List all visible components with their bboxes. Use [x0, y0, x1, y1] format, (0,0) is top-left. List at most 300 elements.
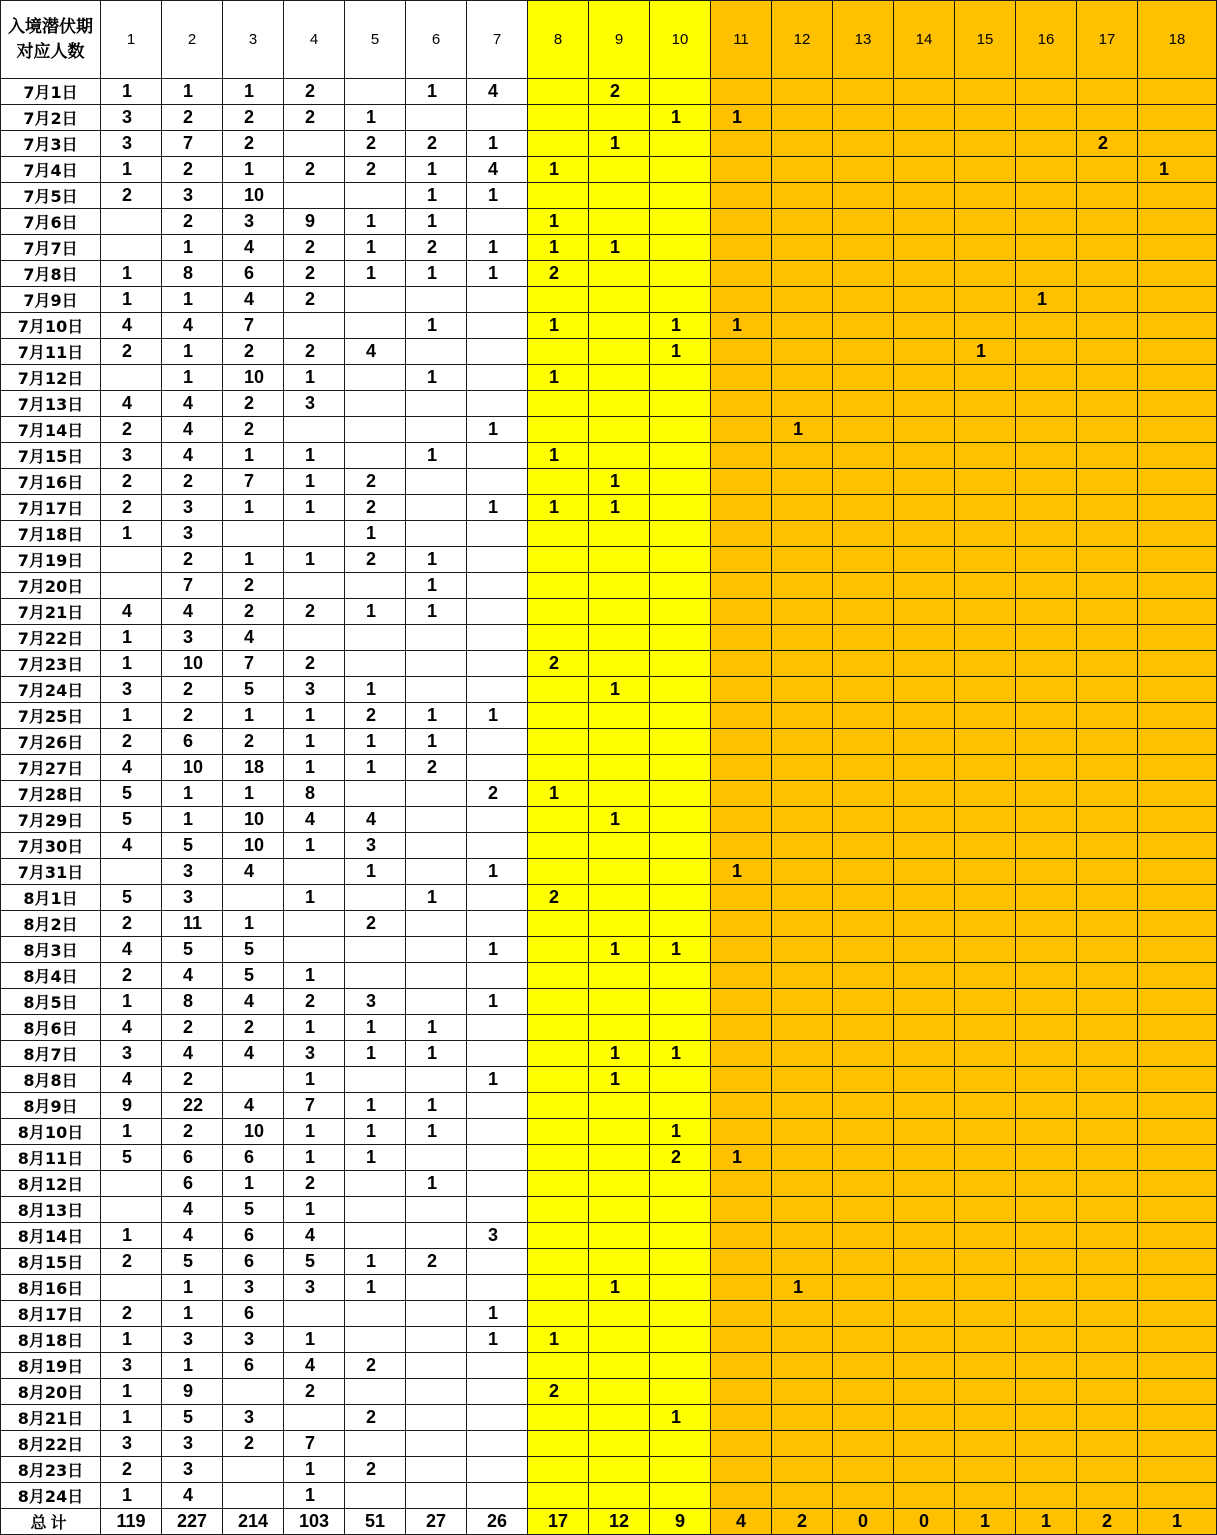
day-header-9: 9 — [589, 1, 650, 79]
count-cell — [833, 599, 894, 625]
count-cell — [772, 365, 833, 391]
count-cell: 1 — [101, 79, 162, 105]
count-cell: 2 — [101, 339, 162, 365]
count-cell — [772, 157, 833, 183]
count-cell: 4 — [223, 989, 284, 1015]
count-cell: 1 — [284, 1067, 345, 1093]
count-cell: 7 — [223, 469, 284, 495]
count-cell — [772, 807, 833, 833]
count-cell — [894, 989, 955, 1015]
count-cell — [101, 547, 162, 573]
table-row — [1, 105, 1217, 131]
count-cell — [528, 1353, 589, 1379]
count-cell: 2 — [223, 339, 284, 365]
count-cell — [284, 183, 345, 209]
count-cell — [1016, 339, 1077, 365]
count-cell: 1 — [467, 859, 528, 885]
count-cell — [955, 651, 1016, 677]
date-cell: 7月8日 — [1, 261, 101, 287]
count-cell: 1 — [345, 1145, 406, 1171]
count-cell: 1 — [650, 937, 711, 963]
count-cell — [1138, 651, 1217, 677]
count-cell — [833, 1275, 894, 1301]
table-row — [1, 1353, 1217, 1379]
count-cell — [1138, 703, 1217, 729]
count-cell — [467, 677, 528, 703]
count-cell — [406, 1405, 467, 1431]
count-cell — [406, 417, 467, 443]
count-cell: 1 — [284, 365, 345, 391]
count-cell — [589, 729, 650, 755]
count-cell — [1138, 1067, 1217, 1093]
count-cell: 2 — [589, 79, 650, 105]
count-cell — [1077, 287, 1138, 313]
count-cell — [711, 703, 772, 729]
count-cell: 4 — [162, 1483, 223, 1509]
count-cell — [528, 833, 589, 859]
count-cell — [1138, 625, 1217, 651]
count-cell — [894, 1067, 955, 1093]
count-cell — [406, 937, 467, 963]
count-cell: 2 — [162, 209, 223, 235]
count-cell — [772, 209, 833, 235]
count-cell — [589, 1171, 650, 1197]
count-cell — [284, 573, 345, 599]
count-cell — [406, 963, 467, 989]
count-cell — [1138, 261, 1217, 287]
count-cell: 1 — [467, 703, 528, 729]
count-cell — [772, 1353, 833, 1379]
count-cell — [955, 989, 1016, 1015]
count-cell: 1 — [467, 183, 528, 209]
table-row — [1, 261, 1217, 287]
count-cell — [528, 1015, 589, 1041]
count-cell: 1 — [162, 287, 223, 313]
table-row — [1, 703, 1217, 729]
count-cell — [528, 417, 589, 443]
date-cell: 8月19日 — [1, 1353, 101, 1379]
count-cell — [833, 807, 894, 833]
count-cell — [1138, 79, 1217, 105]
count-cell — [1077, 1119, 1138, 1145]
count-cell — [528, 391, 589, 417]
count-cell — [711, 235, 772, 261]
count-cell — [1077, 573, 1138, 599]
count-cell — [955, 157, 1016, 183]
count-cell: 3 — [284, 1041, 345, 1067]
count-cell — [1016, 1483, 1077, 1509]
count-cell — [1138, 1301, 1217, 1327]
count-cell — [772, 183, 833, 209]
count-cell: 2 — [162, 703, 223, 729]
count-cell — [1077, 1353, 1138, 1379]
count-cell: 1 — [345, 235, 406, 261]
count-cell — [528, 1275, 589, 1301]
count-cell — [1138, 1353, 1217, 1379]
count-cell — [894, 209, 955, 235]
count-cell — [1077, 209, 1138, 235]
count-cell — [589, 1405, 650, 1431]
count-cell — [1016, 417, 1077, 443]
count-cell: 4 — [284, 807, 345, 833]
count-cell: 1 — [162, 807, 223, 833]
count-cell: 3 — [467, 1223, 528, 1249]
date-cell: 7月20日 — [1, 573, 101, 599]
count-cell — [833, 1327, 894, 1353]
count-cell — [894, 1197, 955, 1223]
table-row — [1, 495, 1217, 521]
count-cell — [955, 131, 1016, 157]
count-cell — [711, 1067, 772, 1093]
count-cell: 4 — [101, 313, 162, 339]
count-cell — [1016, 157, 1077, 183]
count-cell — [1016, 1171, 1077, 1197]
count-cell — [955, 1197, 1016, 1223]
count-cell — [833, 443, 894, 469]
count-cell — [894, 131, 955, 157]
count-cell — [467, 1353, 528, 1379]
count-cell — [589, 521, 650, 547]
count-cell: 2 — [284, 79, 345, 105]
count-cell: 1 — [345, 599, 406, 625]
count-cell — [1016, 495, 1077, 521]
table-row — [1, 1015, 1217, 1041]
count-cell: 1 — [162, 79, 223, 105]
count-cell: 1 — [101, 1119, 162, 1145]
count-cell — [955, 1431, 1016, 1457]
count-cell — [833, 495, 894, 521]
count-cell — [1077, 1223, 1138, 1249]
count-cell — [1077, 495, 1138, 521]
count-cell: 1 — [528, 313, 589, 339]
count-cell — [955, 183, 1016, 209]
count-cell — [955, 599, 1016, 625]
count-cell: 9 — [101, 1093, 162, 1119]
count-cell: 3 — [223, 1275, 284, 1301]
count-cell — [1077, 1483, 1138, 1509]
count-cell — [406, 1353, 467, 1379]
count-cell — [589, 443, 650, 469]
date-cell: 7月1日 — [1, 79, 101, 105]
count-cell: 5 — [101, 807, 162, 833]
table-row — [1, 833, 1217, 859]
count-cell: 4 — [162, 1223, 223, 1249]
count-cell — [589, 209, 650, 235]
count-cell — [589, 365, 650, 391]
count-cell — [650, 469, 711, 495]
total-cell: 4 — [711, 1509, 772, 1535]
table-row — [1, 625, 1217, 651]
count-cell: 3 — [284, 1275, 345, 1301]
count-cell — [1016, 313, 1077, 339]
day-header-11: 11 — [711, 1, 772, 79]
totals-label: 总计 — [1, 1509, 101, 1535]
count-cell — [955, 807, 1016, 833]
count-cell — [894, 547, 955, 573]
count-cell — [1077, 807, 1138, 833]
count-cell — [772, 1405, 833, 1431]
count-cell — [833, 1197, 894, 1223]
count-cell: 4 — [162, 963, 223, 989]
count-cell — [711, 521, 772, 547]
count-cell — [1016, 625, 1077, 651]
count-cell — [772, 833, 833, 859]
count-cell: 1 — [589, 131, 650, 157]
count-cell — [772, 651, 833, 677]
count-cell: 1 — [345, 729, 406, 755]
count-cell — [467, 885, 528, 911]
count-cell — [1077, 157, 1138, 183]
count-cell — [650, 807, 711, 833]
count-cell: 1 — [528, 365, 589, 391]
count-cell: 1 — [284, 1457, 345, 1483]
count-cell — [650, 235, 711, 261]
count-cell — [1016, 131, 1077, 157]
count-cell: 2 — [345, 495, 406, 521]
count-cell — [711, 495, 772, 521]
count-cell: 1 — [284, 1327, 345, 1353]
count-cell — [1077, 1457, 1138, 1483]
count-cell — [711, 443, 772, 469]
day-header-10: 10 — [650, 1, 711, 79]
count-cell — [894, 1483, 955, 1509]
count-cell — [1077, 521, 1138, 547]
count-cell: 10 — [162, 651, 223, 677]
count-cell — [650, 521, 711, 547]
day-header-17: 17 — [1077, 1, 1138, 79]
count-cell — [467, 573, 528, 599]
count-cell — [467, 911, 528, 937]
count-cell — [1016, 1301, 1077, 1327]
count-cell: 1 — [101, 989, 162, 1015]
count-cell: 5 — [162, 833, 223, 859]
count-cell — [1016, 391, 1077, 417]
day-header-15: 15 — [955, 1, 1016, 79]
count-cell — [1077, 729, 1138, 755]
date-cell: 7月24日 — [1, 677, 101, 703]
count-cell — [711, 1223, 772, 1249]
count-cell — [406, 1067, 467, 1093]
count-cell — [833, 1353, 894, 1379]
count-cell — [894, 937, 955, 963]
date-cell: 7月4日 — [1, 157, 101, 183]
count-cell — [406, 911, 467, 937]
count-cell — [1016, 1015, 1077, 1041]
count-cell: 2 — [284, 157, 345, 183]
count-cell — [467, 651, 528, 677]
count-cell — [1077, 105, 1138, 131]
table-row — [1, 365, 1217, 391]
count-cell — [833, 859, 894, 885]
count-cell — [894, 651, 955, 677]
count-cell: 1 — [467, 261, 528, 287]
table-row — [1, 781, 1217, 807]
count-cell — [772, 1041, 833, 1067]
count-cell: 2 — [162, 677, 223, 703]
count-cell — [894, 157, 955, 183]
count-cell — [833, 651, 894, 677]
count-cell — [101, 1275, 162, 1301]
count-cell — [955, 1301, 1016, 1327]
count-cell — [1138, 495, 1217, 521]
count-cell — [955, 833, 1016, 859]
count-cell — [772, 339, 833, 365]
count-cell — [894, 1015, 955, 1041]
count-cell — [101, 859, 162, 885]
count-cell — [528, 625, 589, 651]
count-cell — [406, 391, 467, 417]
count-cell: 1 — [589, 677, 650, 703]
count-cell — [1016, 755, 1077, 781]
count-cell — [833, 963, 894, 989]
count-cell — [467, 599, 528, 625]
count-cell: 10 — [223, 365, 284, 391]
count-cell — [345, 1067, 406, 1093]
count-cell — [1077, 417, 1138, 443]
date-cell: 7月26日 — [1, 729, 101, 755]
day-header-2: 2 — [162, 1, 223, 79]
total-cell: 227 — [162, 1509, 223, 1535]
count-cell — [1077, 1249, 1138, 1275]
count-cell: 1 — [284, 1015, 345, 1041]
count-cell: 5 — [223, 677, 284, 703]
count-cell — [1077, 183, 1138, 209]
count-cell: 8 — [284, 781, 345, 807]
count-cell — [894, 729, 955, 755]
count-cell — [1138, 391, 1217, 417]
count-cell: 4 — [162, 1041, 223, 1067]
count-cell — [1077, 937, 1138, 963]
table-row — [1, 157, 1217, 183]
count-cell — [467, 209, 528, 235]
count-cell — [711, 131, 772, 157]
date-cell: 7月18日 — [1, 521, 101, 547]
count-cell: 4 — [162, 443, 223, 469]
count-cell — [711, 339, 772, 365]
count-cell: 1 — [101, 1483, 162, 1509]
total-cell: 1 — [955, 1509, 1016, 1535]
count-cell — [894, 807, 955, 833]
count-cell: 1 — [101, 261, 162, 287]
count-cell — [711, 391, 772, 417]
date-cell: 7月12日 — [1, 365, 101, 391]
count-cell: 1 — [162, 235, 223, 261]
count-cell: 4 — [223, 1041, 284, 1067]
count-cell — [101, 573, 162, 599]
count-cell: 2 — [162, 157, 223, 183]
count-cell — [894, 313, 955, 339]
count-cell: 3 — [162, 1327, 223, 1353]
count-cell — [406, 1145, 467, 1171]
count-cell — [406, 833, 467, 859]
count-cell — [467, 1119, 528, 1145]
count-cell — [284, 1301, 345, 1327]
count-cell — [1016, 1197, 1077, 1223]
count-cell: 3 — [223, 1327, 284, 1353]
count-cell — [772, 729, 833, 755]
count-cell: 1 — [101, 287, 162, 313]
count-cell: 2 — [162, 1067, 223, 1093]
count-cell — [1077, 391, 1138, 417]
day-header-14: 14 — [894, 1, 955, 79]
count-cell — [894, 287, 955, 313]
count-cell — [345, 651, 406, 677]
total-cell: 12 — [589, 1509, 650, 1535]
count-cell — [1138, 469, 1217, 495]
count-cell: 2 — [101, 911, 162, 937]
count-cell — [223, 1457, 284, 1483]
count-cell — [833, 1119, 894, 1145]
count-cell — [772, 1223, 833, 1249]
count-cell — [589, 599, 650, 625]
count-cell — [955, 573, 1016, 599]
count-cell — [772, 313, 833, 339]
date-cell: 8月4日 — [1, 963, 101, 989]
count-cell: 3 — [284, 391, 345, 417]
count-cell — [955, 1171, 1016, 1197]
count-cell: 8 — [162, 989, 223, 1015]
count-cell — [650, 1275, 711, 1301]
count-cell — [955, 963, 1016, 989]
count-cell: 5 — [162, 1405, 223, 1431]
count-cell — [711, 755, 772, 781]
count-cell: 1 — [406, 599, 467, 625]
count-cell: 1 — [528, 1327, 589, 1353]
count-cell — [711, 157, 772, 183]
count-cell: 2 — [345, 703, 406, 729]
count-cell — [1016, 1405, 1077, 1431]
count-cell — [1077, 443, 1138, 469]
count-cell: 1 — [406, 443, 467, 469]
count-cell: 9 — [284, 209, 345, 235]
count-cell — [894, 235, 955, 261]
count-cell — [833, 1249, 894, 1275]
count-cell: 1 — [711, 1145, 772, 1171]
count-cell: 1 — [589, 1041, 650, 1067]
count-cell: 2 — [284, 1171, 345, 1197]
date-cell: 7月30日 — [1, 833, 101, 859]
count-cell — [955, 417, 1016, 443]
count-cell: 2 — [528, 261, 589, 287]
count-cell — [1077, 547, 1138, 573]
count-cell: 1 — [650, 313, 711, 339]
count-cell — [772, 1483, 833, 1509]
table-row — [1, 1197, 1217, 1223]
count-cell — [589, 1015, 650, 1041]
count-cell: 1 — [650, 105, 711, 131]
count-cell — [711, 1093, 772, 1119]
count-cell — [1077, 1093, 1138, 1119]
count-cell — [1016, 703, 1077, 729]
count-cell: 3 — [345, 989, 406, 1015]
count-cell: 1 — [284, 1119, 345, 1145]
count-cell — [833, 1431, 894, 1457]
count-cell — [894, 1171, 955, 1197]
count-cell — [406, 495, 467, 521]
count-cell — [589, 339, 650, 365]
count-cell — [406, 1379, 467, 1405]
table-row — [1, 1145, 1217, 1171]
count-cell — [894, 677, 955, 703]
count-cell — [772, 1119, 833, 1145]
count-cell: 1 — [467, 235, 528, 261]
count-cell — [589, 417, 650, 443]
count-cell: 1 — [284, 963, 345, 989]
count-cell: 2 — [101, 469, 162, 495]
count-cell — [772, 937, 833, 963]
count-cell — [955, 1041, 1016, 1067]
table-row — [1, 1249, 1217, 1275]
